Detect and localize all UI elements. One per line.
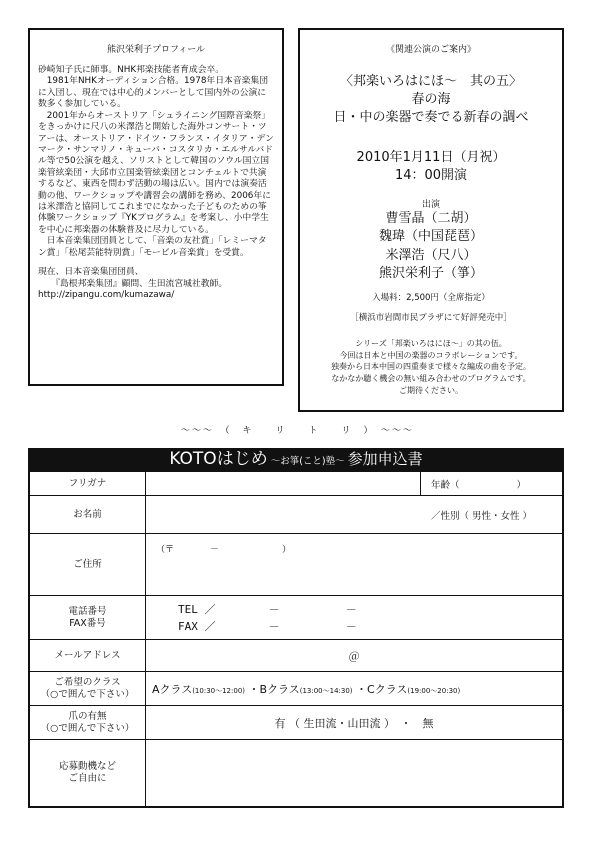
nail-label (30, 706, 146, 739)
name-label: お名前 (30, 496, 146, 533)
class-label (30, 672, 146, 705)
class-a-option[interactable]: Aクラス (152, 683, 193, 696)
email-label: メールアドレス (30, 640, 146, 671)
profile-title: 熊沢栄利子プロフィール (106, 45, 206, 55)
phone-row (30, 596, 562, 640)
cut-line: ～～～ （ キ リ ト リ ） ～～～ (180, 426, 414, 436)
profile-paragraph: 『島根邦楽集団』顧問、生田流宮城社教師。 (38, 278, 228, 289)
event-title-subtitle: 日・中の楽器で奏でる新春の調べ (333, 109, 529, 125)
address-field[interactable] (146, 534, 562, 595)
age-field[interactable]: 年齢（ ） (420, 472, 562, 495)
address-row (30, 534, 562, 596)
performer: 熊沢栄利子（箏） (378, 266, 483, 282)
motive-field[interactable] (146, 740, 562, 806)
event-title-main: 春の海 (411, 91, 451, 107)
motive-label-text: 応募動機など (58, 761, 116, 773)
event-date: 2010年1月11日（月祝） (356, 149, 506, 165)
event-description: 独奏から日本中国の四重奏まで様々な編成の曲を予定。 (331, 362, 531, 372)
class-c-option[interactable]: ・Cクラス (356, 683, 408, 696)
nail-choice[interactable]: 有 （ 生田流・山田流 ） ・ 無 (274, 717, 434, 730)
form-apply-label: 参加申込書 (347, 450, 423, 468)
motive-label (30, 740, 146, 806)
gender-choice[interactable]: ／性別（ 男性・女性 ） (430, 511, 532, 522)
profile-paragraph: 現在、日本音楽集団団員、 (38, 267, 144, 278)
motive-label-note: ご自由に (68, 773, 107, 784)
furigana-field[interactable] (146, 472, 562, 495)
email-row (30, 640, 562, 672)
application-form (28, 470, 564, 808)
motive-row (30, 740, 562, 806)
email-field[interactable] (146, 640, 562, 671)
class-label-text: ご希望のクラス (54, 676, 121, 688)
performer: 曹雪晶（二胡） (385, 210, 477, 226)
class-row (30, 672, 562, 706)
performers-label: 出演 (421, 199, 440, 210)
class-b-option[interactable]: ・Bクラス (248, 683, 300, 696)
at-symbol: ＠ (348, 650, 360, 663)
class-field[interactable] (146, 672, 562, 705)
fax-label: FAX番号 (69, 617, 106, 629)
performer: 魏瑋（中国琵琶） (378, 229, 483, 245)
performer: 米澤浩（尺八） (385, 247, 477, 263)
profile-paragraph: 2001年からオーストリア「シュライニング国際音楽祭」をきっかけに尺八の米澤浩と開始した海外コンサート・ツアーは、オーストリア・ドイツ・フランス・イタリア・デンマーク・サンマリノ・キューバ・コスタリカ・エルサルバドル等で50公演を越え、ソリストとして韓国のソウル国立国楽管絃楽団・大邱市立国楽管絃楽団とコンチェルトで共演するなど、東西を問わず活動の場は広い。国内では演奏活動の他、ワークショップや講習会の講師を務め、2006年には米澤浩と協同してこれまでになかった子どものための筝体験ワークショップ『YKプログラム』を考案し、小中学生を中心に邦楽器の体験普及に尽力している。 (38, 110, 274, 235)
tel-input[interactable]: TEL ／ － － (178, 603, 357, 616)
event-description: シリーズ「邦楽いろはにほ～」の其の伍。 (355, 339, 507, 349)
ticket-fee: 入場料：2,500円（全席指定） (372, 292, 490, 303)
nail-label-note: （○で囲んで下さい） (40, 722, 135, 734)
event-description: なかなか聴く機会の無い組み合わせのプログラムです。 (331, 373, 531, 383)
class-a-time: (10:30～12:00) (192, 687, 246, 695)
nail-field[interactable] (146, 706, 562, 739)
postal-code: （〒 － ） (156, 545, 292, 555)
profile-url[interactable]: http://zipangu.com/kumazawa/ (38, 290, 175, 301)
event-title-series: 〈邦楽いろはにほ～ 其の五〉 (339, 74, 522, 89)
address-label: ご住所 (30, 534, 146, 595)
spacer (38, 259, 274, 267)
profile-paragraph: 砂崎知子氏に師事。NHK邦楽技能者育成会卒。 (38, 65, 225, 75)
phone-label (30, 596, 146, 639)
fax-input[interactable]: FAX ／ － － (178, 620, 357, 633)
form-subtitle: ～お箏(こと)塾～ (267, 456, 348, 467)
event-box (298, 28, 564, 412)
name-field[interactable] (146, 496, 562, 533)
furigana-row (30, 472, 562, 496)
event-description: 今回は日本と中国の楽器のコラボレーションです。 (339, 350, 523, 360)
class-c-time: (19:00～20:30) (407, 687, 461, 695)
profile-paragraph: 日本音楽集団団員として、「音楽の友社賞」「レミーマタン賞」「松尾芸能特別賞」「モービル音楽賞」を受賞。 (38, 236, 267, 258)
nail-label-text: 爪の有無 (68, 710, 107, 722)
venue-note: ［横浜市岩間市民プラザにて好評発売中］ (350, 312, 512, 323)
profile-box (28, 28, 284, 386)
class-b-time: (13:00～14:30) (299, 687, 353, 695)
event-time: 14：00開演 (394, 167, 468, 183)
profile-paragraph: 1981年NHKオーディション合格。1978年日本音楽集団に入団し、現在では中心的メンバーとして国内外の公演に数多く参加している。 (38, 76, 269, 110)
tel-label: 電話番号 (68, 605, 107, 617)
furigana-label: フリガナ (30, 472, 146, 495)
form-title: KOTOはじめ (169, 449, 268, 469)
class-label-note: （○で囲んで下さい） (40, 688, 135, 700)
phone-field[interactable] (146, 596, 562, 639)
name-row (30, 496, 562, 534)
event-description: ご期待ください。 (399, 385, 463, 395)
event-heading: 《関連公演のご案内》 (385, 45, 476, 55)
form-header (28, 448, 564, 470)
nail-row (30, 706, 562, 740)
